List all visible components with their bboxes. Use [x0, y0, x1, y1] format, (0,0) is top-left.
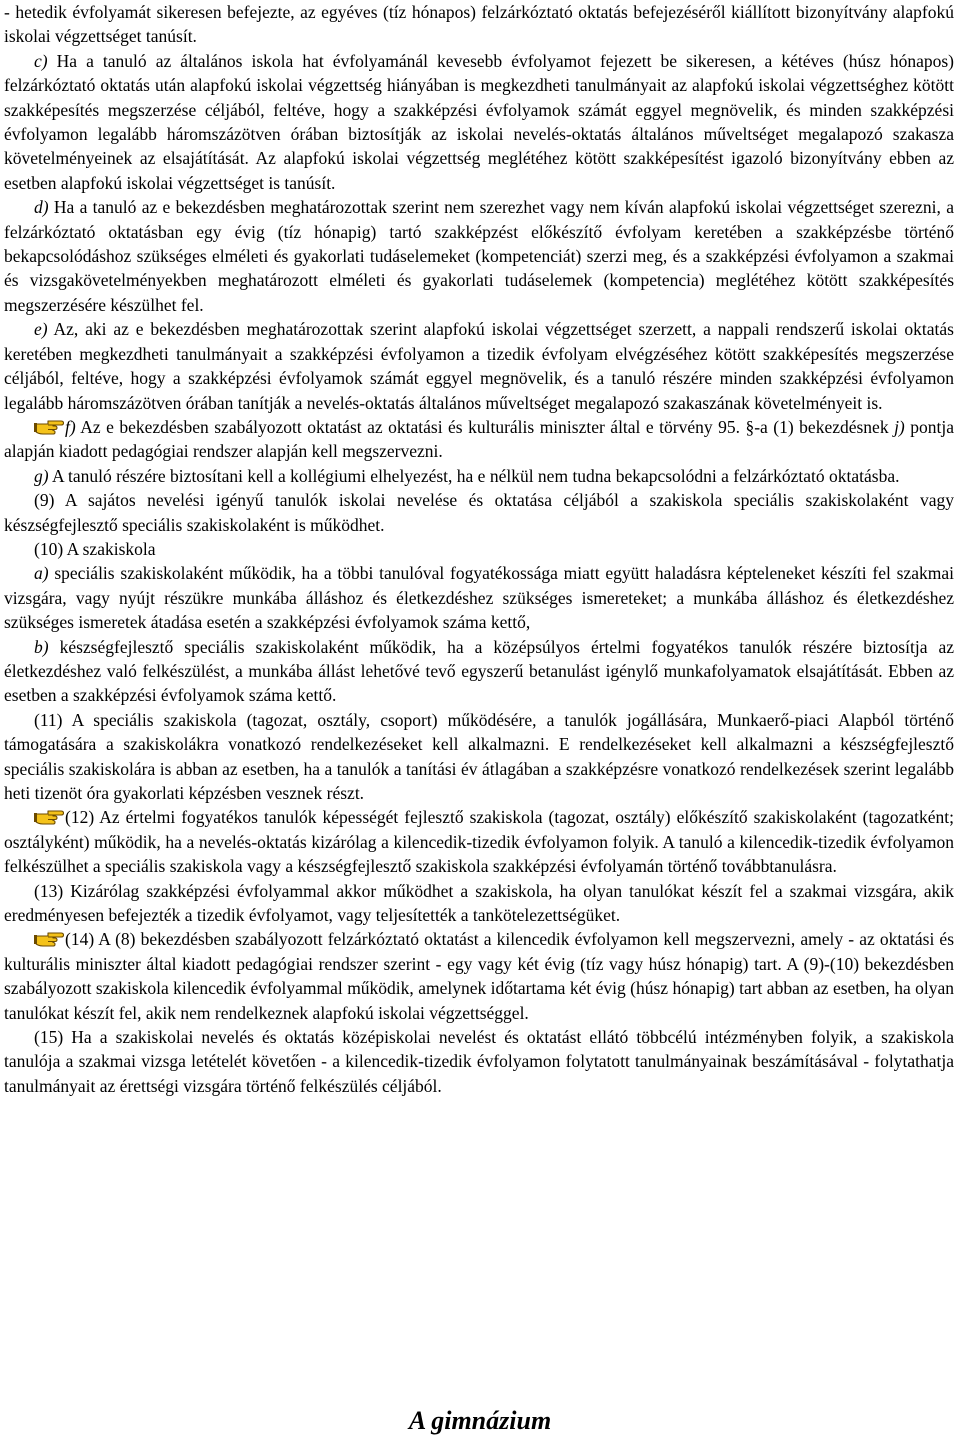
paragraph-11 [4, 708, 954, 806]
paragraph-c [4, 49, 954, 195]
document-body [4, 0, 954, 1098]
paragraph-b-tail [4, 0, 954, 49]
paragraph-b-tail-text: - hetedik évfolyamát sikeresen befejezte, az egyéves (tíz hónapos) felzárkóztató oktatás befejezéséről kiállított bizonyítvány alapfokú iskolai végzettséget tanúsít. [4, 2, 954, 47]
paragraph-12-text: (12) Az értelmi fogyatékos tanulók képességét fejlesztő szakiskola (tagozat, osztály) előkészítő szakiskolaként (tagozatként; osztályként) működik, ha a nevelés-oktatás kizárólag a kilencedik-tizedik évfolyamon folyik. A tanuló a kilencedik-tizedik évfolyamon felkészülhet a speciális szakiskola vagy a készségfejlesztő szakiskola szakképzési évfolyamán történő továbbtanulásra. [4, 807, 954, 877]
paragraph-10 [4, 537, 954, 561]
paragraph-e-text: Az, aki az e bekezdésben meghatározottak szerint alapfokú iskolai végzettséget szerzett, a nappali rendszerű iskolai oktatás keretében megkezdheti tanulmányait a szakképzési évfolyamon a tizedik évfolyam elvégzéséhez kötött szakképesítés megszerzése céljából, feltéve, hogy a szakképzési évfolyamok számát eggyel megnövelik, és a tanuló részére minden szakképzési évfolyamon legalább háromszázötven órában tanítják a nevelés-oktatás általános műveltséget megalapozó szakaszának követelményeit is. [4, 319, 954, 413]
pointing-hand-icon[interactable] [34, 415, 64, 436]
paragraph-10a-text: speciális szakiskolaként működik, ha a többi tanulóval fogyatékossága miatt együtt haladásra képteleneket készíti fel szakmai vizsgára, vagy nyújt részükre munkába álláshoz és életkezdéshez szükséges ismereteket; a munkába álláshoz és életkezdéshez szükséges ismeretek átadása esetén a szakképzési évfolyamok száma kettő, [4, 563, 954, 633]
paragraph-e-label: e) [34, 319, 48, 340]
paragraph-c-text: Ha a tanuló az általános iskola hat évfolyamánál kevesebb évfolyamot fejezett be sikeresen, a kétéves (húsz hónapos) felzárkóztató oktatás után alapfokú iskolai végzettség hiányában is megkezdheti tanulmányait az alapfokú iskolai végzettséghez kötött szakképesítés megszerzése céljából, feltéve, hogy a szakképzési évfolyamok számát eggyel megnövelik, és minden szakképzési évfolyamon legalább háromszázötven órában biztosítják az iskolai nevelés-oktatás általános műveltséget megalapozó szakasza követelményeinek az elsajátítását. Az alapfokú iskolai végzettség meglétéhez kötött szakképesítést igazoló bizonyítvány ebben az esetben alapfokú iskolai végzettséget is tanúsít. [4, 50, 954, 193]
paragraph-d-label: d) [34, 197, 49, 218]
paragraph-15 [4, 1025, 954, 1098]
paragraph-10a-label: a) [34, 563, 49, 584]
section-title: A gimnázium [408, 1406, 552, 1435]
paragraph-e [4, 317, 954, 415]
paragraph-10b [4, 635, 954, 708]
paragraph-f-text-2: pontja alapján kiadott pedagógiai rendszer alapján kell megszervezni. [4, 416, 954, 462]
paragraph-10b-label: b) [34, 636, 49, 657]
paragraph-10-text: (10) A szakiskola [34, 538, 156, 559]
paragraph-f [4, 415, 954, 464]
paragraph-13-text: (13) Kizárólag szakképzési évfolyammal akkor működhet a szakiskola, ha olyan tanulókat készít fel a szakmai vizsgára, akik eredményesen befejezték a tizedik évfolyamot, vagy teljesítették a tankötelezettségüket. [4, 880, 954, 926]
paragraph-c-label: c) [34, 50, 48, 71]
paragraph-g-label: g) [34, 465, 49, 486]
paragraph-d-text: Ha a tanuló az e bekezdésben meghatározottak szerint nem szerezhet vagy nem kíván alapfokú iskolai végzettséget szerezni, a felzárkóztató oktatásban egy évig (tíz hónapig) tartó szakképzést előkészítő évfolyam keretében a szakképzésbe történő bekapcsolódáshoz szükséges elméleti és gyakorlati tudáselemeket (kompetenciát) szerzi meg, és a szakképzési évfolyamon a szakmai és vizsgakövetelményekben meghatározott elméleti és gyakorlati tudáselemek (kompetencia) meglétéhez kötött szakképesítés megszerzésére készülhet fel. [4, 197, 954, 315]
paragraph-d [4, 195, 954, 317]
paragraph-14 [4, 927, 954, 1025]
pointing-hand-icon[interactable] [34, 805, 64, 826]
paragraph-g-text: A tanuló részére biztosítani kell a kollégiumi elhelyezést, ha e nélkül nem tudna bekapcsolódni a felzárkóztató oktatásba. [48, 465, 900, 486]
paragraph-14-text: (14) A (8) bekezdésben szabályozott felzárkóztató oktatást a kilencedik évfolyamon kell megszervezni, amely - az oktatási és kulturális miniszter által kiadott pedagógiai rendszer szerint - egy vagy két évig (tíz vagy húsz hónapig) tart. A (9)-(10) bekezdésben szabályozott szakiskola kilencedik évfolyammal működik, amelynek időtartama két évig (húsz hónapig) tart abban az esetben, ha olyan tanulókat készít fel, akik nem rendelkeznek alapfokú iskolai végzettséggel. [4, 929, 954, 1023]
paragraph-g [4, 464, 954, 488]
paragraph-f-j-label: j) [894, 416, 905, 437]
paragraph-13 [4, 879, 954, 928]
paragraph-12 [4, 805, 954, 878]
paragraph-f-label: f) [65, 416, 76, 437]
paragraph-9-text: (9) A sajátos nevelési igényű tanulók iskolai nevelése és oktatása céljából a szakiskola speciális szakiskolaként vagy készségfejlesztő speciális szakiskolaként is működhet. [4, 490, 954, 535]
paragraph-f-text-1: Az e bekezdésben szabályozott oktatást az oktatási és kulturális miniszter által e törvény 95. §-a (1) bekezdésnek [75, 416, 895, 437]
pointing-hand-icon[interactable] [34, 927, 64, 948]
paragraph-9 [4, 488, 954, 537]
paragraph-10b-text: készségfejlesztő speciális szakiskolaként működik, ha a középsúlyos értelmi fogyatékos tanulók részére biztosítja az életkezdéshez való felkészülést, a munkába állást lehetővé tevő egyszerű betanulást igénylő munkafolyamatok elsajátítását. Ebben az esetben a szakképzési évfolyamok száma kettő. [4, 636, 954, 706]
paragraph-15-text: (15) Ha a szakiskolai nevelés és oktatás középiskolai nevelést és oktatást ellátó többcélú intézményben folyik, a szakiskola tanulója a szakmai vizsga letételét követően - a kilencedik-tizedik évfolyamon folytatott tanulmányainak beszámításával - folytathatja tanulmányait az érettségi vizsgára történő felkészülés céljából. [4, 1027, 954, 1096]
paragraph-10a [4, 561, 954, 634]
paragraph-11-text: (11) A speciális szakiskola (tagozat, osztály, csoport) működésére, a tanulók jogállására, Munkaerő-piaci Alapból történő támogatására a szakiskolákra vonatkozó rendelkezéseket kell alkalmazni. E rendelkezéseket kell alkalmazni a készségfejlesztő speciális szakiskolára is abban az esetben, ha a tanulók a tanítási év átlagában a szakképzésre vonatkozó rendelkezések szerint legalább heti tizenöt óra gyakorlati képzésben vesznek részt. [4, 709, 954, 803]
